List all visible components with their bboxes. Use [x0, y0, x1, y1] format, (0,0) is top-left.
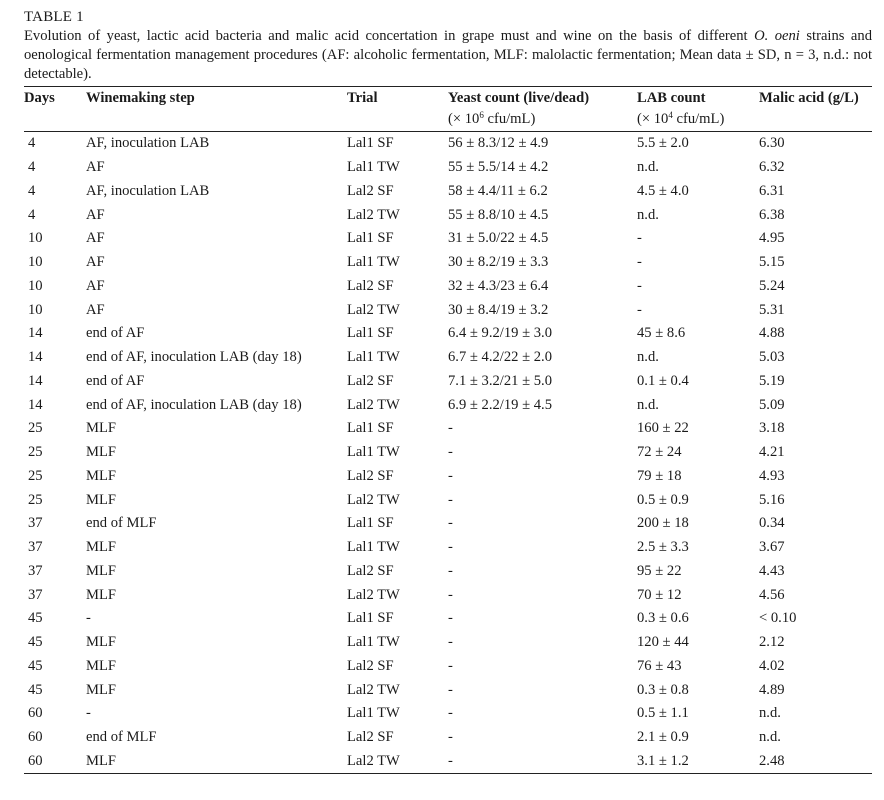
- cell-winemaking-step: MLF: [86, 634, 117, 651]
- cell-yeast-count: 56 ± 8.3/12 ± 4.9: [448, 135, 549, 152]
- cell-days: 4: [28, 159, 36, 176]
- cell-days: 37: [28, 539, 43, 556]
- header-units-row: [24, 111, 872, 132]
- cell-trial: Lal2 SF: [347, 277, 394, 294]
- cell-malic-acid: 5.09: [759, 396, 785, 413]
- cell-lab-count: -: [637, 230, 642, 247]
- table-row: [24, 631, 872, 655]
- table-row: [24, 393, 872, 417]
- cell-trial: Lal2 TW: [347, 750, 448, 774]
- cell-days: 25: [28, 491, 43, 508]
- table-row: [24, 417, 872, 441]
- table-row: [24, 488, 872, 512]
- table-row: [24, 132, 872, 156]
- cell-trial: Lal2 TW: [347, 681, 400, 698]
- cell-yeast-count: -: [448, 750, 637, 774]
- cell-winemaking-step: MLF: [86, 562, 117, 579]
- table-label: TABLE 1: [24, 9, 84, 25]
- cell-lab-count: -: [637, 254, 642, 271]
- header-lab-count: LAB count: [637, 87, 759, 112]
- cell-yeast-count: -: [448, 515, 453, 532]
- cell-winemaking-step: end of AF: [86, 325, 145, 342]
- cell-malic-acid: 6.38: [759, 206, 785, 223]
- cell-trial: Lal1 SF: [347, 610, 394, 627]
- table-row: [24, 275, 872, 299]
- cell-yeast-count: -: [448, 610, 453, 627]
- cell-trial: Lal2 TW: [347, 396, 400, 413]
- cell-yeast-count: -: [448, 420, 453, 437]
- cell-lab-count: 4.5 ± 4.0: [637, 182, 689, 199]
- cell-lab-count: n.d.: [637, 349, 659, 366]
- cell-trial: Lal1 TW: [347, 349, 400, 366]
- cell-lab-count: 0.5 ± 0.9: [637, 491, 689, 508]
- cell-trial: Lal2 TW: [347, 586, 400, 603]
- cell-days: 10: [28, 277, 43, 294]
- table-row: [24, 156, 872, 180]
- cell-days: 25: [28, 420, 43, 437]
- cell-winemaking-step: end of MLF: [86, 515, 157, 532]
- cell-days: 10: [28, 301, 43, 318]
- cell-malic-acid: 2.12: [759, 634, 785, 651]
- cell-yeast-count: -: [448, 729, 453, 746]
- cell-malic-acid: 3.67: [759, 539, 785, 556]
- cell-winemaking-step: MLF: [86, 444, 117, 461]
- cell-yeast-count: -: [448, 586, 453, 603]
- cell-malic-acid: 4.95: [759, 230, 785, 247]
- cell-malic-acid: n.d.: [759, 729, 781, 746]
- cell-winemaking-step: end of AF, inoculation LAB (day 18): [86, 396, 302, 413]
- cell-trial: Lal1 TW: [347, 254, 400, 271]
- table-row: [24, 750, 872, 774]
- cell-yeast-count: 6.9 ± 2.2/19 ± 4.5: [448, 396, 552, 413]
- cell-days: 14: [28, 349, 43, 366]
- cell-lab-count: 95 ± 22: [637, 562, 682, 579]
- table-caption: [24, 27, 872, 84]
- cell-trial: Lal1 SF: [347, 230, 394, 247]
- cell-lab-count: n.d.: [637, 206, 659, 223]
- cell-trial: Lal2 SF: [347, 657, 394, 674]
- table-row: [24, 322, 872, 346]
- cell-days: 45: [28, 657, 43, 674]
- cell-lab-count: -: [637, 277, 642, 294]
- cell-days: 14: [28, 325, 43, 342]
- cell-winemaking-step: MLF: [86, 586, 117, 603]
- cell-malic-acid: 5.31: [759, 301, 785, 318]
- cell-lab-count: 79 ± 18: [637, 467, 682, 484]
- cell-malic-acid: 3.18: [759, 420, 785, 437]
- cell-winemaking-step: MLF: [86, 539, 117, 556]
- cell-days: 14: [28, 396, 43, 413]
- table-row: [24, 512, 872, 536]
- cell-lab-count: 5.5 ± 2.0: [637, 135, 689, 152]
- cell-yeast-count: 6.7 ± 4.2/22 ± 2.0: [448, 349, 552, 366]
- cell-winemaking-step: AF, inoculation LAB: [86, 182, 210, 199]
- cell-days: 10: [28, 254, 43, 271]
- cell-trial: Lal2 TW: [347, 301, 400, 318]
- table-row: [24, 655, 872, 679]
- cell-lab-count: 3.1 ± 1.2: [637, 750, 759, 774]
- cell-days: 45: [28, 681, 43, 698]
- cell-winemaking-step: AF: [86, 254, 105, 271]
- header-winemaking-step: Winemaking step: [86, 87, 347, 112]
- cell-lab-count: -: [637, 301, 642, 318]
- cell-winemaking-step: MLF: [86, 750, 347, 774]
- cell-trial: Lal2 TW: [347, 491, 400, 508]
- cell-malic-acid: < 0.10: [759, 610, 797, 627]
- cell-lab-count: n.d.: [637, 159, 659, 176]
- cell-lab-count: 72 ± 24: [637, 444, 682, 461]
- cell-malic-acid: 4.02: [759, 657, 785, 674]
- cell-trial: Lal2 SF: [347, 372, 394, 389]
- table-row: [24, 203, 872, 227]
- cell-days: 10: [28, 230, 43, 247]
- table-row: [24, 726, 872, 750]
- header-row: [24, 87, 872, 112]
- table-row: [24, 607, 872, 631]
- cell-yeast-count: 58 ± 4.4/11 ± 6.2: [448, 182, 548, 199]
- cell-lab-count: 76 ± 43: [637, 657, 682, 674]
- cell-malic-acid: 0.34: [759, 515, 785, 532]
- table-body: [24, 132, 872, 774]
- cell-lab-count: 200 ± 18: [637, 515, 689, 532]
- cell-trial: Lal1 TW: [347, 539, 400, 556]
- cell-trial: Lal1 SF: [347, 135, 394, 152]
- cell-yeast-count: -: [448, 491, 453, 508]
- cell-lab-count: 2.5 ± 3.3: [637, 539, 689, 556]
- table-row: [24, 441, 872, 465]
- table-row: [24, 702, 872, 726]
- cell-winemaking-step: end of MLF: [86, 729, 157, 746]
- caption-species-name: O. oeni: [754, 28, 800, 44]
- table-row: [24, 583, 872, 607]
- table-figure: [24, 8, 872, 774]
- cell-yeast-count: 31 ± 5.0/22 ± 4.5: [448, 230, 549, 247]
- cell-yeast-count: 30 ± 8.4/19 ± 3.2: [448, 301, 549, 318]
- cell-days: 60: [28, 729, 43, 746]
- cell-winemaking-step: MLF: [86, 681, 117, 698]
- cell-trial: Lal2 SF: [347, 729, 394, 746]
- cell-winemaking-step: AF, inoculation LAB: [86, 135, 210, 152]
- cell-winemaking-step: end of AF: [86, 372, 145, 389]
- cell-trial: Lal1 TW: [347, 159, 400, 176]
- cell-lab-count: 160 ± 22: [637, 420, 689, 437]
- cell-lab-count: n.d.: [637, 396, 659, 413]
- data-table: [24, 86, 872, 774]
- cell-days: 4: [28, 182, 36, 199]
- cell-yeast-count: 6.4 ± 9.2/19 ± 3.0: [448, 325, 552, 342]
- cell-trial: Lal1 TW: [347, 705, 400, 722]
- table-row: [24, 346, 872, 370]
- cell-days: 45: [28, 634, 43, 651]
- cell-winemaking-step: -: [86, 705, 91, 722]
- cell-yeast-count: -: [448, 705, 453, 722]
- cell-yeast-count: 32 ± 4.3/23 ± 6.4: [448, 277, 549, 294]
- header-lab-unit: (× $10^4$ cfu/mL): [637, 111, 759, 132]
- cell-winemaking-step: AF: [86, 230, 105, 247]
- table-row: [24, 180, 872, 204]
- cell-winemaking-step: AF: [86, 277, 105, 294]
- cell-malic-acid: 5.19: [759, 372, 785, 389]
- cell-days: 37: [28, 562, 43, 579]
- cell-lab-count: 45 ± 8.6: [637, 325, 686, 342]
- cell-yeast-count: 30 ± 8.2/19 ± 3.3: [448, 254, 549, 271]
- table-row: [24, 370, 872, 394]
- cell-winemaking-step: AF: [86, 301, 105, 318]
- cell-lab-count: 0.3 ± 0.6: [637, 610, 689, 627]
- cell-days: 4: [28, 135, 36, 152]
- cell-lab-count: 120 ± 44: [637, 634, 689, 651]
- cell-winemaking-step: MLF: [86, 467, 117, 484]
- cell-winemaking-step: MLF: [86, 420, 117, 437]
- cell-yeast-count: -: [448, 539, 453, 556]
- cell-malic-acid: 4.89: [759, 681, 785, 698]
- cell-days: 60: [24, 750, 86, 774]
- cell-yeast-count: -: [448, 657, 453, 674]
- cell-yeast-count: 55 ± 5.5/14 ± 4.2: [448, 159, 549, 176]
- cell-winemaking-step: AF: [86, 206, 105, 223]
- cell-malic-acid: 2.48: [759, 750, 872, 774]
- cell-yeast-count: 55 ± 8.8/10 ± 4.5: [448, 206, 549, 223]
- table-row: [24, 560, 872, 584]
- cell-malic-acid: 5.15: [759, 254, 785, 271]
- table-row: [24, 678, 872, 702]
- cell-yeast-count: -: [448, 681, 453, 698]
- cell-winemaking-step: -: [86, 610, 91, 627]
- cell-days: 37: [28, 515, 43, 532]
- cell-trial: Lal1 SF: [347, 420, 394, 437]
- cell-malic-acid: 6.30: [759, 135, 785, 152]
- cell-yeast-count: -: [448, 562, 453, 579]
- cell-winemaking-step: MLF: [86, 657, 117, 674]
- cell-trial: Lal1 SF: [347, 325, 394, 342]
- cell-trial: Lal2 TW: [347, 206, 400, 223]
- cell-lab-count: 0.3 ± 0.8: [637, 681, 689, 698]
- header-yeast-count: Yeast count (live/dead): [448, 87, 637, 112]
- cell-malic-acid: 4.88: [759, 325, 785, 342]
- cell-days: 60: [28, 705, 43, 722]
- cell-malic-acid: 5.24: [759, 277, 785, 294]
- cell-malic-acid: 4.93: [759, 467, 785, 484]
- cell-trial: Lal1 TW: [347, 444, 400, 461]
- cell-trial: Lal2 SF: [347, 562, 394, 579]
- cell-trial: Lal2 SF: [347, 467, 394, 484]
- cell-lab-count: 0.1 ± 0.4: [637, 372, 689, 389]
- table-row: [24, 536, 872, 560]
- cell-yeast-count: -: [448, 467, 453, 484]
- cell-malic-acid: 4.21: [759, 444, 785, 461]
- table-row: [24, 465, 872, 489]
- cell-trial: Lal2 SF: [347, 182, 394, 199]
- cell-winemaking-step: end of AF, inoculation LAB (day 18): [86, 349, 302, 366]
- table-row: [24, 298, 872, 322]
- cell-days: 4: [28, 206, 36, 223]
- table-row: [24, 251, 872, 275]
- header-trial: Trial: [347, 87, 448, 112]
- cell-days: 14: [28, 372, 43, 389]
- cell-winemaking-step: AF: [86, 159, 105, 176]
- caption-text-1: Evolution of yeast, lactic acid bacteria and malic acid concertation in grape must and wine on the basis of different: [24, 28, 755, 44]
- cell-trial: Lal1 TW: [347, 634, 400, 651]
- cell-malic-acid: 5.03: [759, 349, 785, 366]
- header-yeast-unit: (× $10^6$ cfu/mL): [448, 111, 637, 132]
- cell-trial: Lal1 SF: [347, 515, 394, 532]
- cell-malic-acid: 6.32: [759, 159, 785, 176]
- cell-lab-count: 0.5 ± 1.1: [637, 705, 689, 722]
- cell-malic-acid: 4.56: [759, 586, 785, 603]
- header-malic-acid: Malic acid (g/L): [759, 87, 872, 112]
- caption-text-2: strains and oenological fermentation management procedures (AF: alcoholic fermentation, MLF: malolactic fermentation; Mean data ± SD, n = 3, n.d.: not detectable).: [24, 28, 872, 82]
- cell-malic-acid: 4.43: [759, 562, 785, 579]
- table-row: [24, 227, 872, 251]
- cell-lab-count: 2.1 ± 0.9: [637, 729, 689, 746]
- cell-days: 25: [28, 467, 43, 484]
- cell-malic-acid: 5.16: [759, 491, 785, 508]
- cell-malic-acid: 6.31: [759, 182, 785, 199]
- cell-yeast-count: 7.1 ± 3.2/21 ± 5.0: [448, 372, 552, 389]
- cell-yeast-count: -: [448, 444, 453, 461]
- cell-days: 45: [28, 610, 43, 627]
- cell-winemaking-step: MLF: [86, 491, 117, 508]
- header-days: Days: [24, 87, 86, 112]
- cell-days: 37: [28, 586, 43, 603]
- cell-days: 25: [28, 444, 43, 461]
- cell-malic-acid: n.d.: [759, 705, 781, 722]
- cell-yeast-count: -: [448, 634, 453, 651]
- cell-lab-count: 70 ± 12: [637, 586, 682, 603]
